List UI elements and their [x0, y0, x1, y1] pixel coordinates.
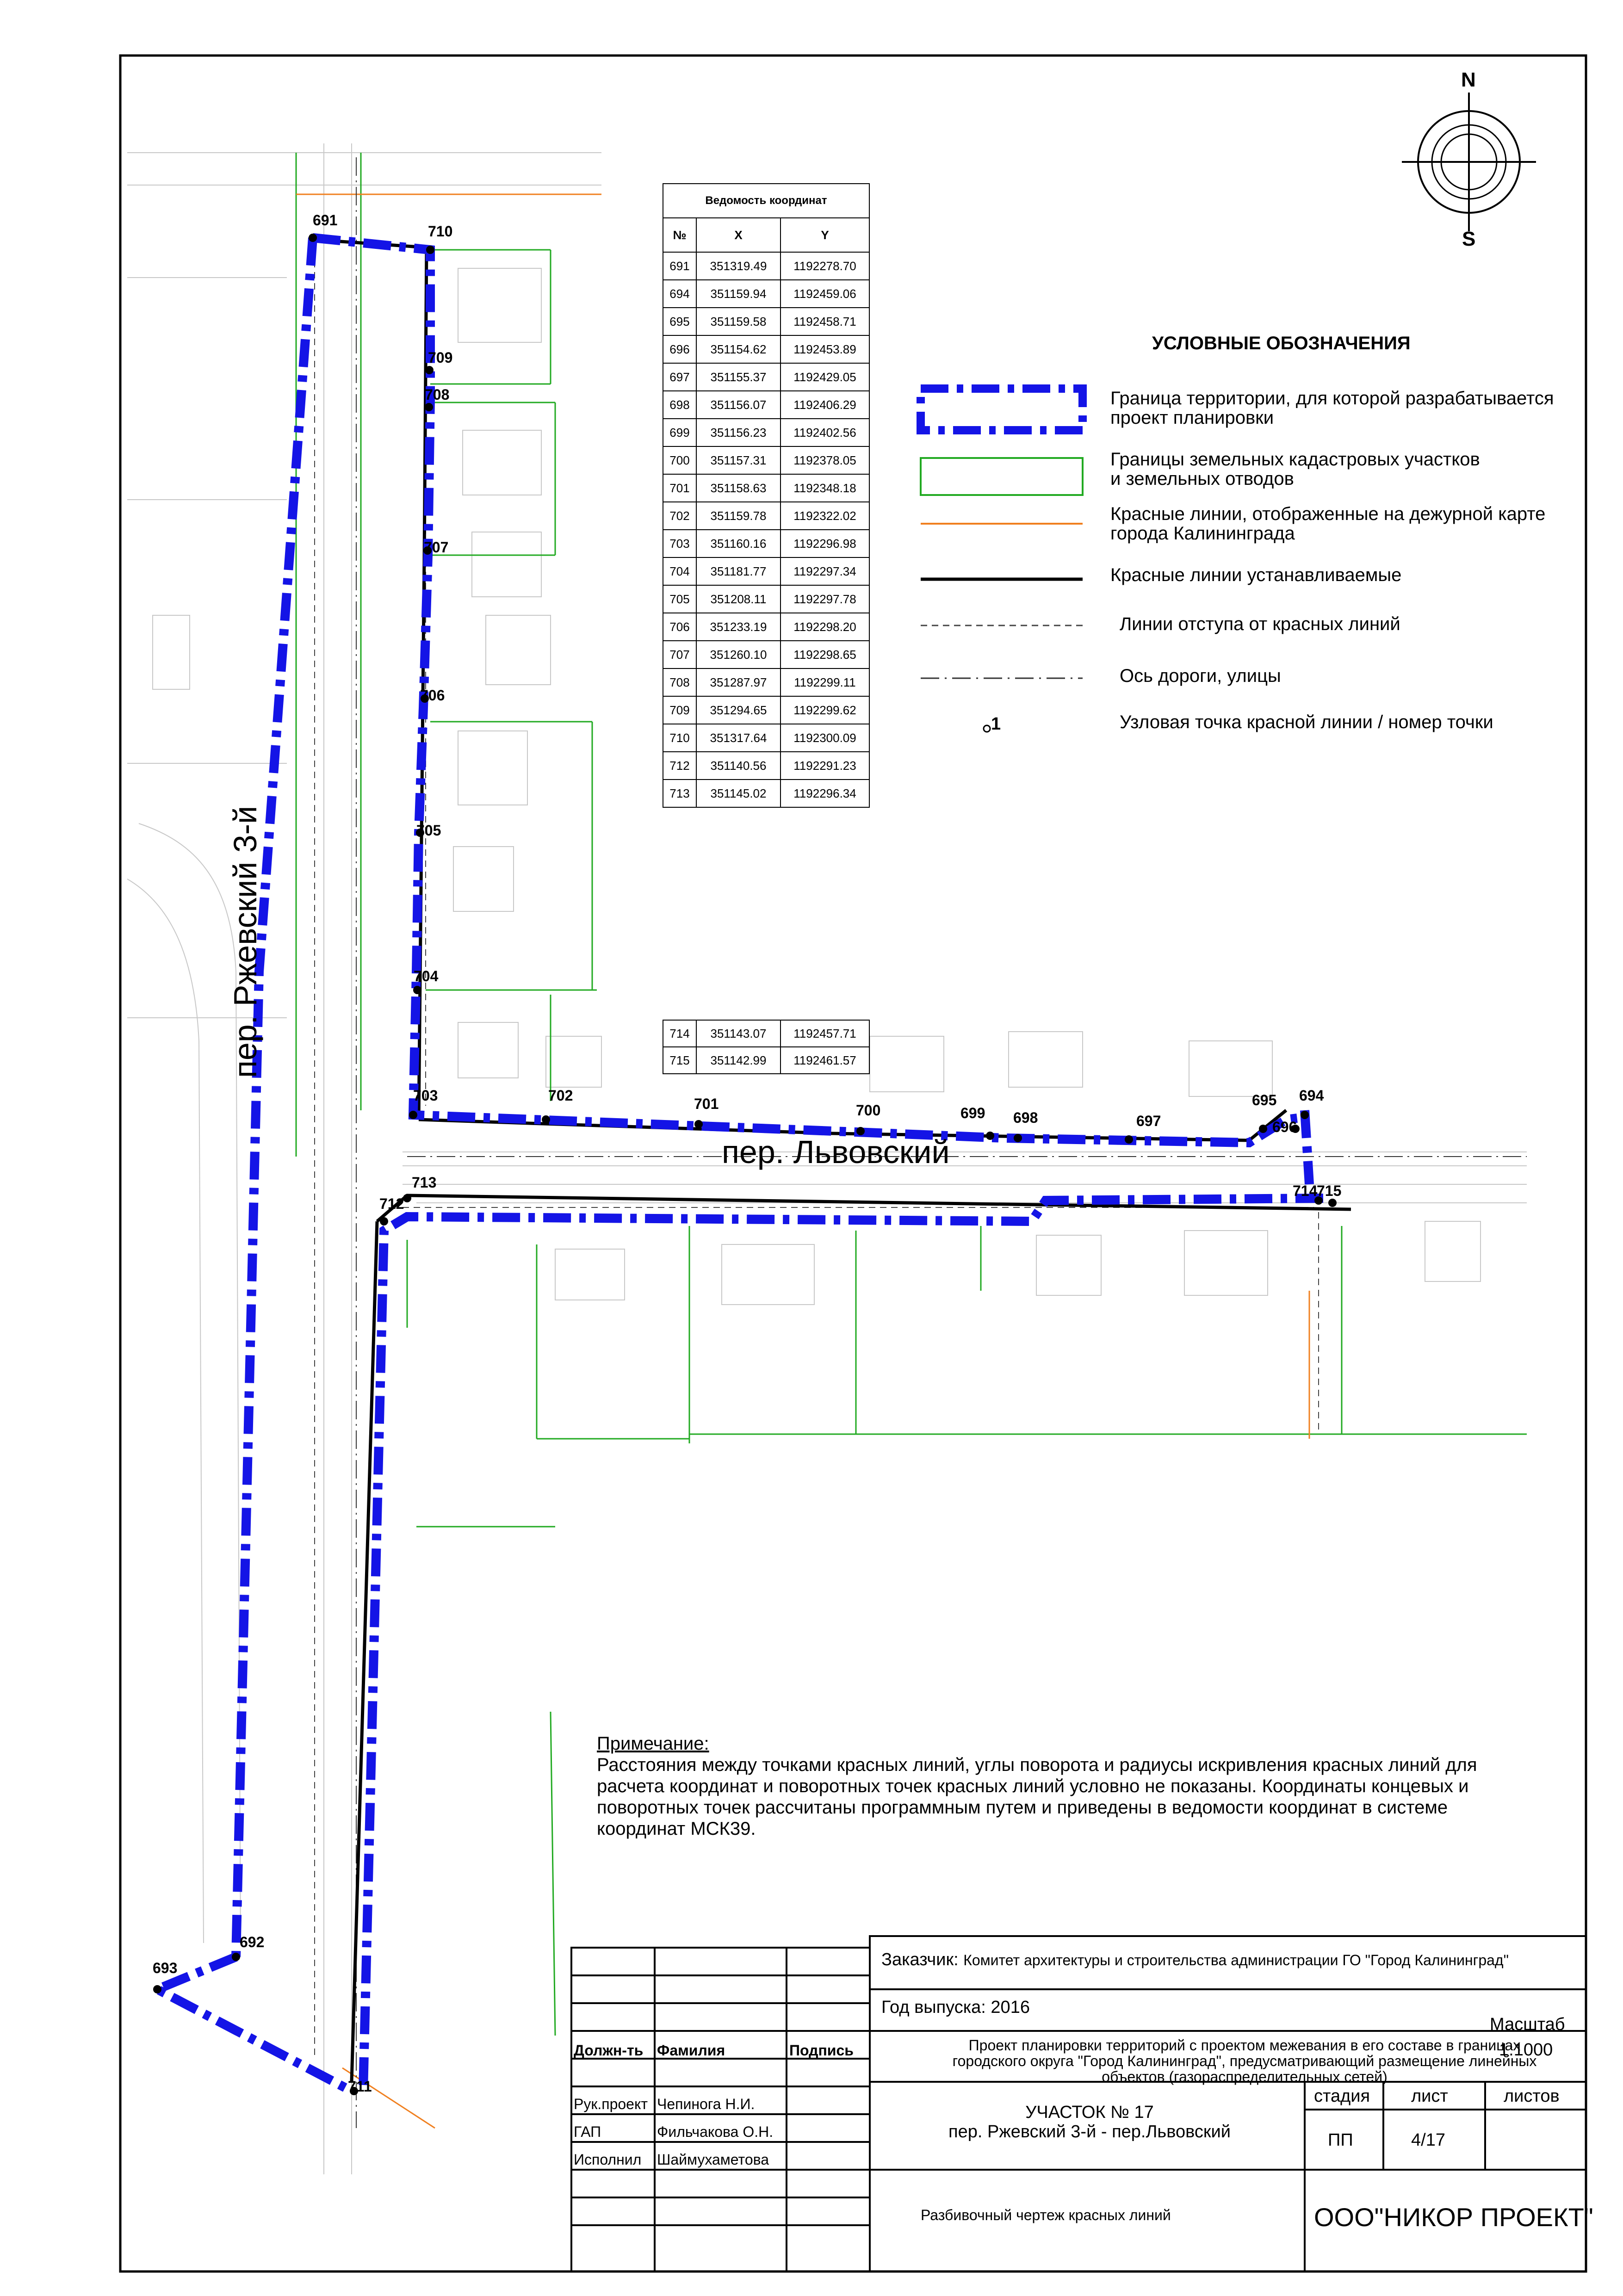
- coordinate-cell-no: 705: [663, 585, 696, 613]
- coordinate-row: [663, 641, 869, 668]
- coordinate-cell-y: 1192298.65: [781, 641, 869, 668]
- coordinate-cell-no: 712: [663, 752, 696, 780]
- coordinate-row: [663, 557, 869, 585]
- point-label-702: 702: [548, 1087, 573, 1104]
- coordinate-cell-y: 1192298.20: [781, 613, 869, 641]
- coordinate-cell-no: 699: [663, 419, 696, 446]
- point-label-714: 714: [1293, 1182, 1318, 1199]
- coordinate-cell-x: 351143.07: [696, 1020, 781, 1047]
- coordinate-cell-no: 703: [663, 530, 696, 557]
- coordinate-header-y: Y: [781, 218, 869, 252]
- coordinate-cell-no: 696: [663, 335, 696, 363]
- header-name: Фамилия: [657, 2042, 725, 2059]
- coordinate-cell-y: 1192429.05: [781, 363, 869, 391]
- point-label-695: 695: [1252, 1092, 1277, 1108]
- note-title: Примечание:: [597, 1733, 709, 1754]
- coordinate-row: [663, 308, 869, 335]
- coordinate-cell-x: 351145.02: [696, 780, 781, 807]
- coordinate-row: [663, 668, 869, 696]
- coordinate-cell-x: 351156.23: [696, 419, 781, 446]
- project-description-line3: объектов (газораспределительных сетей): [1102, 2068, 1388, 2085]
- staff-name-1: Чепинога Н.И.: [657, 2096, 755, 2112]
- coordinate-cell-x: 351159.78: [696, 502, 781, 530]
- coordinate-table-extra: [663, 1020, 870, 1074]
- customer-block: [881, 1950, 1509, 1970]
- legend-item-existing-red-line1: Красные линии, отображенные на дежурной карте: [1110, 504, 1546, 524]
- coordinate-cell-y: 1192291.23: [781, 752, 869, 780]
- coordinate-cell-x: 351157.31: [696, 446, 781, 474]
- project-description: [907, 2037, 1582, 2085]
- street-label-lvovsky: пер. Львовский: [722, 1134, 950, 1170]
- point-label-694: 694: [1299, 1087, 1324, 1104]
- stage-value: ПП: [1328, 2130, 1353, 2150]
- coordinate-cell-no: 694: [663, 280, 696, 308]
- point-label-696: 696: [1272, 1119, 1297, 1135]
- note-line-3: поворотных точек рассчитаны программным путем и приведены в ведомости координат в системе: [597, 1797, 1448, 1818]
- release-year: Год выпуска: 2016: [881, 1998, 1030, 2017]
- coordinate-cell-x: 351208.11: [696, 585, 781, 613]
- scale-label: Масштаб: [1490, 2015, 1565, 2034]
- compass-south-label: S: [1462, 228, 1476, 250]
- staff-role-2: ГАП: [574, 2123, 601, 2140]
- coordinate-row: [663, 1047, 869, 1074]
- legend-item-node: Узловая точка красной линии / номер точки: [1120, 712, 1493, 732]
- point-label-707: 707: [424, 539, 449, 556]
- coordinate-cell-no: 695: [663, 308, 696, 335]
- legend-item-cadastral-line2: и земельных отводов: [1110, 469, 1294, 489]
- coordinate-cell-x: 351181.77: [696, 557, 781, 585]
- scale-value: 1:1000: [1499, 2040, 1553, 2060]
- legend-item-cadastral: [1110, 450, 1480, 489]
- compass-north-label: N: [1461, 68, 1476, 91]
- coordinate-cell-x: 351156.07: [696, 391, 781, 419]
- coordinate-header-no: №: [663, 218, 696, 252]
- coordinate-cell-no: 700: [663, 446, 696, 474]
- coordinate-row: [663, 474, 869, 502]
- coordinate-row: [663, 502, 869, 530]
- coordinate-cell-y: 1192458.71: [781, 308, 869, 335]
- point-label-697: 697: [1136, 1113, 1161, 1129]
- note-line-1: Расстояния между точками красных линий, углы поворота и радиусы искривления красных линий для: [597, 1755, 1477, 1775]
- coordinate-cell-no: 707: [663, 641, 696, 668]
- legend-item-boundary: [1110, 389, 1554, 427]
- coordinate-row: [663, 780, 869, 807]
- coordinate-cell-y: 1192297.34: [781, 557, 869, 585]
- coordinate-cell-x: 351287.97: [696, 668, 781, 696]
- point-label-700: 700: [856, 1102, 881, 1119]
- point-label-699: 699: [960, 1105, 985, 1121]
- legend-item-existing-red-line2: города Калининграда: [1110, 523, 1295, 544]
- coordinate-table-title: Ведомость координат: [663, 184, 869, 218]
- point-label-709: 709: [428, 349, 453, 366]
- project-description-line1: Проект планировки территорий с проектом межевания в его составе в границах: [968, 2037, 1521, 2054]
- point-label-698: 698: [1013, 1109, 1038, 1126]
- legend-item-boundary-line1: Граница территории, для которой разрабатывается: [1110, 388, 1554, 408]
- coordinate-cell-y: 1192296.98: [781, 530, 869, 557]
- point-label-711: 711: [348, 2078, 372, 2095]
- point-label-692: 692: [240, 1934, 265, 1950]
- coordinate-cell-y: 1192299.11: [781, 668, 869, 696]
- legend-item-existing-red: [1110, 504, 1545, 543]
- point-label-703: 703: [413, 1087, 438, 1104]
- coordinate-cell-y: 1192322.02: [781, 502, 869, 530]
- coordinate-row: [663, 280, 869, 308]
- coordinate-cell-no: 702: [663, 502, 696, 530]
- coordinate-cell-x: 351158.63: [696, 474, 781, 502]
- drawing-title: Разбивочный чертеж красных линий: [921, 2207, 1171, 2223]
- coordinate-table-extra-body: [663, 1020, 869, 1074]
- coordinate-cell-y: 1192457.71: [781, 1020, 869, 1047]
- coordinate-row: [663, 252, 869, 280]
- legend-item-offset: Линии отступа от красных линий: [1120, 614, 1400, 634]
- coordinate-row: [663, 1020, 869, 1047]
- coordinate-row: [663, 613, 869, 641]
- coordinate-cell-y: 1192378.05: [781, 446, 869, 474]
- coordinate-row: [663, 752, 869, 780]
- coordinate-cell-x: 351155.37: [696, 363, 781, 391]
- section-title-line2: пер. Ржевский 3-й - пер.Львовский: [948, 2122, 1231, 2141]
- coordinate-cell-x: 351159.94: [696, 280, 781, 308]
- coordinate-cell-y: 1192300.09: [781, 724, 869, 752]
- compass-rose: [1402, 93, 1536, 231]
- section-title-line1: УЧАСТОК № 17: [1025, 2103, 1154, 2122]
- coordinate-row: [663, 530, 869, 557]
- sheet-value: 4/17: [1411, 2130, 1445, 2150]
- coordinate-cell-x: 351159.58: [696, 308, 781, 335]
- stage-label: стадия: [1314, 2086, 1370, 2106]
- coordinate-header-x: X: [696, 218, 781, 252]
- coordinate-cell-y: 1192406.29: [781, 391, 869, 419]
- coordinate-cell-x: 351260.10: [696, 641, 781, 668]
- header-position: Должн-ть: [574, 2042, 644, 2059]
- customer-name: Комитет архитектуры и строительства администрации ГО "Город Калининград": [963, 1952, 1509, 1968]
- point-label-691: 691: [313, 212, 338, 229]
- coordinate-cell-x: 351294.65: [696, 696, 781, 724]
- coordinate-row: [663, 335, 869, 363]
- coordinate-cell-y: 1192459.06: [781, 280, 869, 308]
- coordinate-cell-x: 351142.99: [696, 1047, 781, 1074]
- point-label-710: 710: [428, 223, 453, 240]
- coordinate-cell-y: 1192348.18: [781, 474, 869, 502]
- coordinate-row: [663, 724, 869, 752]
- section-title: [874, 2103, 1305, 2141]
- coordinate-cell-no: 713: [663, 780, 696, 807]
- coordinate-cell-no: 697: [663, 363, 696, 391]
- staff-role-1: Рук.проект: [574, 2096, 648, 2112]
- sheet-label: лист: [1411, 2086, 1448, 2106]
- company-name: ООО"НИКОР ПРОЕКТ": [1314, 2203, 1593, 2232]
- coordinate-cell-y: 1192299.62: [781, 696, 869, 724]
- point-label-708: 708: [425, 386, 450, 403]
- coordinate-cell-no: 714: [663, 1020, 696, 1047]
- coordinate-cell-no: 706: [663, 613, 696, 641]
- coordinate-cell-x: 351317.64: [696, 724, 781, 752]
- point-label-704: 704: [414, 968, 439, 984]
- street-label-rzhevsky: пер. Ржевский 3-й: [227, 805, 263, 1078]
- coordinate-row: [663, 419, 869, 446]
- coordinate-cell-x: 351154.62: [696, 335, 781, 363]
- point-label-712: 712: [379, 1195, 404, 1212]
- staff-name-3: Шаймухаметова: [657, 2151, 769, 2168]
- coordinate-cell-no: 691: [663, 252, 696, 280]
- point-label-701: 701: [694, 1095, 719, 1112]
- coordinate-cell-y: 1192461.57: [781, 1047, 869, 1074]
- header-signature: Подпись: [789, 2042, 854, 2059]
- coordinate-cell-no: 704: [663, 557, 696, 585]
- coordinate-cell-y: 1192296.34: [781, 780, 869, 807]
- point-label-706: 706: [420, 687, 445, 704]
- coordinate-cell-no: 715: [663, 1047, 696, 1074]
- coordinate-cell-no: 710: [663, 724, 696, 752]
- coordinate-cell-no: 708: [663, 668, 696, 696]
- legend-item-axis: Ось дороги, улицы: [1120, 666, 1281, 686]
- coordinate-cell-x: 351160.16: [696, 530, 781, 557]
- coordinate-cell-x: 351319.49: [696, 252, 781, 280]
- coordinate-cell-y: 1192453.89: [781, 335, 869, 363]
- coordinate-cell-no: 698: [663, 391, 696, 419]
- customer-label: Заказчик:: [881, 1950, 959, 1969]
- note-line-4: координат МСК39.: [597, 1819, 756, 1839]
- point-label-705: 705: [416, 822, 441, 839]
- project-description-line2: городского округа "Город Калининград", предусматривающий размещение линейных: [952, 2053, 1537, 2069]
- coordinate-cell-no: 701: [663, 474, 696, 502]
- legend-item-boundary-line2: проект планировки: [1110, 408, 1274, 428]
- legend-samples: [921, 389, 1083, 732]
- legend-item-cadastral-line1: Границы земельных кадастровых участков: [1110, 449, 1480, 470]
- coordinate-row: [663, 363, 869, 391]
- coordinate-cell-no: 709: [663, 696, 696, 724]
- coordinate-cell-y: 1192402.56: [781, 419, 869, 446]
- staff-name-2: Фильчакова О.Н.: [657, 2123, 774, 2140]
- note-line-2: расчета координат и поворотных точек красных линий условно не показаны. Координаты концевых и: [597, 1776, 1469, 1796]
- sheets-label: листов: [1504, 2086, 1560, 2106]
- legend-item-new-red: Красные линии устанавливаемые: [1110, 565, 1402, 585]
- coordinate-row: [663, 585, 869, 613]
- coordinate-cell-x: 351140.56: [696, 752, 781, 780]
- coordinate-row: [663, 391, 869, 419]
- legend-node-number: 1: [991, 714, 1001, 734]
- coordinate-table: [663, 183, 870, 808]
- legend-title: УСЛОВНЫЕ ОБОЗНАЧЕНИЯ: [1152, 333, 1411, 353]
- coordinate-cell-y: 1192297.78: [781, 585, 869, 613]
- note-block: [597, 1733, 1545, 1839]
- point-label-713: 713: [412, 1174, 437, 1191]
- coordinate-table-body: [663, 252, 869, 807]
- staff-role-3: Исполнил: [574, 2151, 642, 2168]
- coordinate-row: [663, 446, 869, 474]
- coordinate-row: [663, 696, 869, 724]
- point-label-715: 715: [1317, 1182, 1342, 1199]
- coordinate-cell-x: 351233.19: [696, 613, 781, 641]
- point-label-693: 693: [153, 1960, 178, 1976]
- coordinate-cell-y: 1192278.70: [781, 252, 869, 280]
